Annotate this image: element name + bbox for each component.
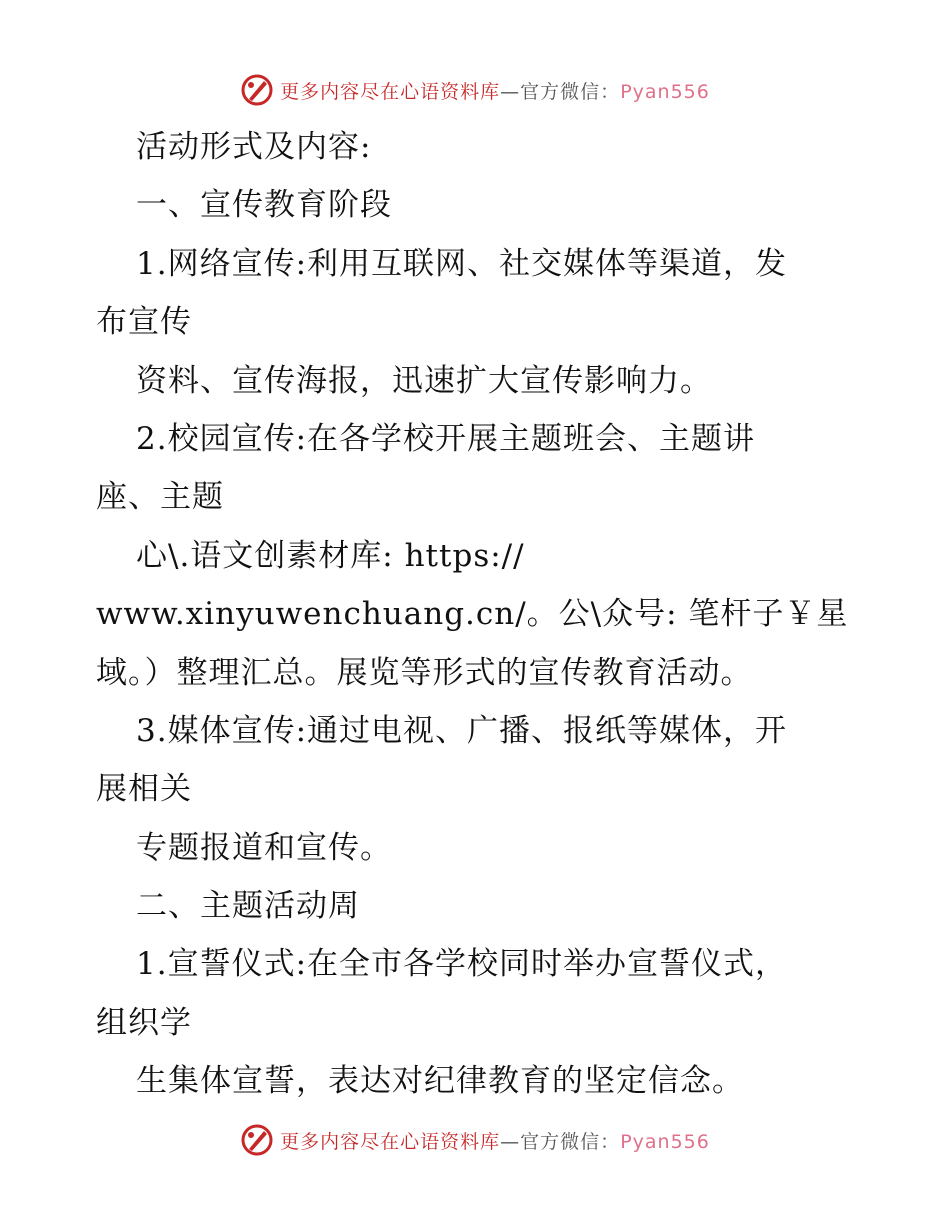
text-line: 组织学 (96, 1004, 192, 1041)
text-line: 二、主题活动周 (136, 888, 360, 925)
watermark-text: 更多内容尽在心语资料库 (280, 80, 501, 103)
watermark-header (0, 70, 950, 110)
text-line: 域。）整理汇总。展览等形式的宣传教育活动。 (96, 654, 753, 691)
text-line: 资料、宣传海报，迅速扩大宣传影响力。 (136, 362, 712, 399)
text-line: 活动形式及内容: (136, 129, 372, 165)
quill-logo-icon (240, 1123, 274, 1157)
watermark-group (240, 73, 710, 107)
watermark-text: 更多内容尽在心语资料库 (280, 1130, 501, 1153)
text-line: 座、主题 (96, 479, 224, 516)
text-line: 展相关 (96, 771, 192, 808)
text-line: 心\.语文创素材库: https:// (136, 537, 525, 574)
watermark-dash: — (500, 80, 521, 103)
text-line: 布宣传 (96, 304, 192, 341)
text-line: 1.宣誓仪式:在全市各学校同时举办宣誓仪式， (136, 946, 788, 983)
text-line: 一、宣传教育阶段 (136, 187, 392, 224)
text-line: 1.网络宣传:利用互联网、社交媒体等渠道，发 (136, 245, 788, 282)
text-line: 3.媒体宣传:通过电视、广播、报纸等媒体，开 (136, 712, 788, 749)
text-line: 2.校园宣传:在各学校开展主题班会、主题讲 (136, 420, 756, 457)
watermark-label: 官方微信： (520, 1130, 621, 1153)
text-line: 专题报道和宣传。 (136, 829, 392, 866)
watermark-footer (0, 1120, 950, 1160)
watermark-group (240, 1123, 710, 1157)
text-line: www.xinyuwenchuang.cn/。公\众号: 笔杆子￥星 (96, 596, 849, 633)
quill-logo-icon (240, 73, 274, 107)
watermark-wechat: Pyan556 (620, 80, 710, 103)
document-body (96, 118, 856, 1111)
watermark-label: 官方微信： (520, 80, 621, 103)
text-line: 生集体宣誓，表达对纪律教育的坚定信念。 (136, 1063, 744, 1100)
watermark-wechat: Pyan556 (620, 1130, 710, 1153)
watermark-dash: — (500, 1130, 521, 1153)
